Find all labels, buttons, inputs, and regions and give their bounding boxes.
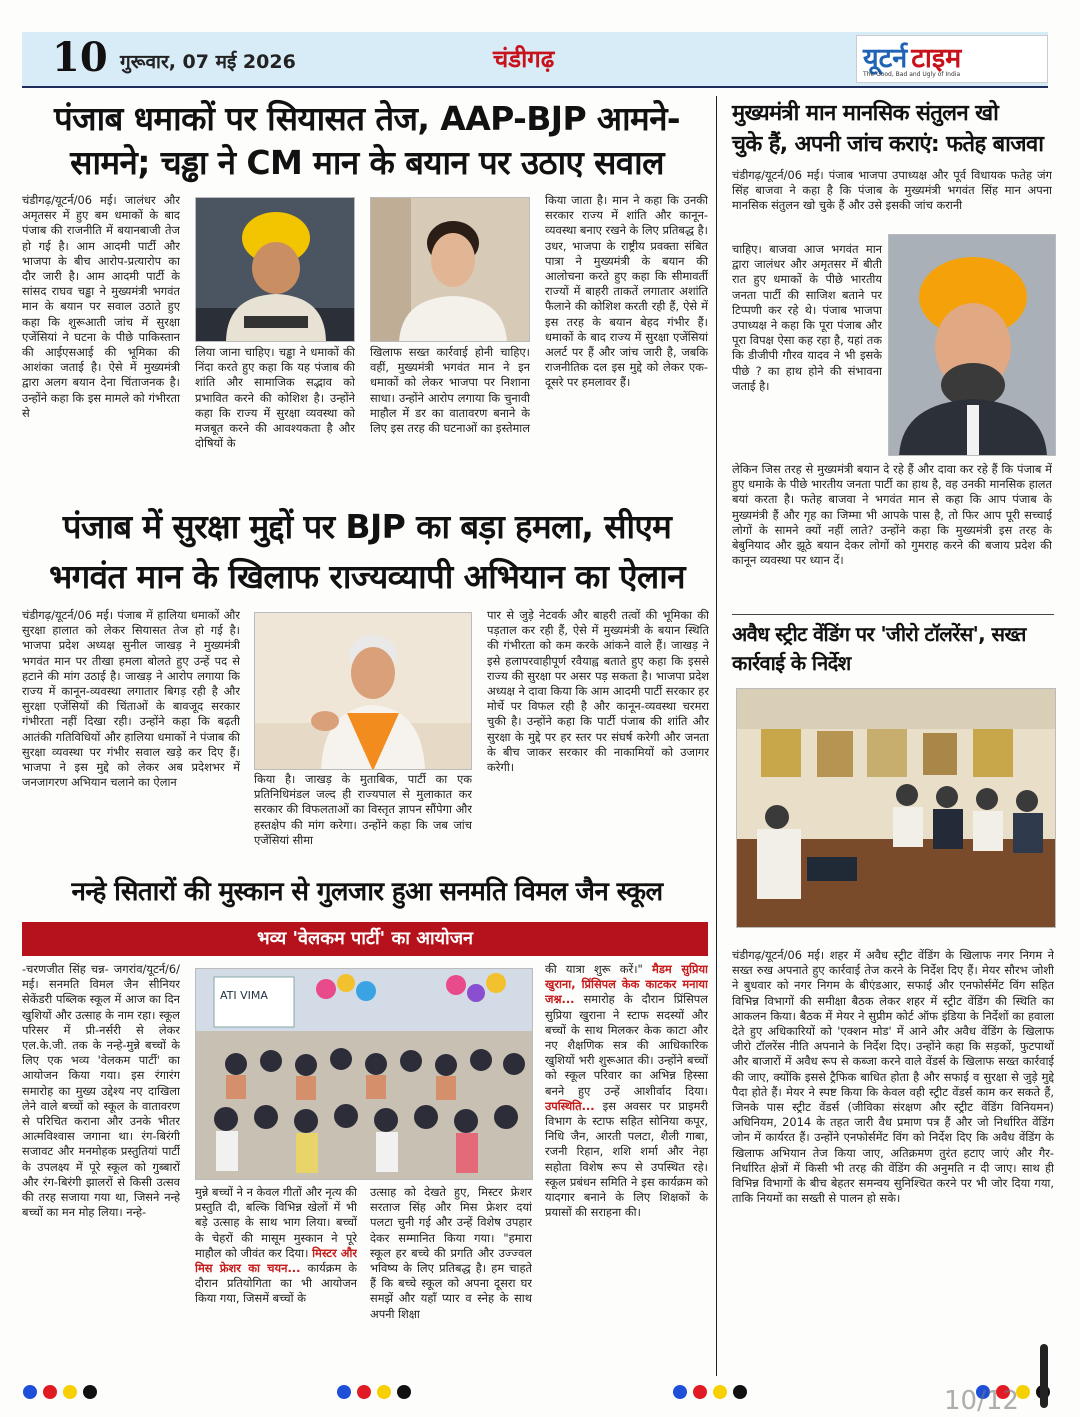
registration-marks-icon: [22, 1384, 112, 1400]
school-welcome-party-photo: [195, 968, 533, 1180]
article3-banner-text: भव्य 'वेलकम पार्टी' का आयोजन: [256, 928, 474, 949]
article5-body: चंडीगढ़/यूटर्न/06 मई। शहर में अवैध स्ट्रीट वेंडिंग के खिलाफ नगर निगम ने सख्त रुख अपनाते हुए कार्रवाई तेज करने के निर्देश दिए हैं। मेयर सौरभ जोशी ने बुधवार को नगर निगम के बीएंडआर, सफाई और एनफोर्समेंट विंग सहित विभिन्न विभागों की समीक्षा बैठक लेकर शहर में स्ट्रीट वेंडिंग की स्थिति का आकलन किया। बैठक में मेयर ने सुप्रीम कोर्ट ऑफ इंडिया के निर्देशों का हवाला देते हुए अधिकारियों को 'एक्शन मोड' में आने और अवैध वेंडिंग के खिलाफ जीरो टॉलरेंस नीति अपनाने के निर्देश दिए। उन्होंने कहा कि सड़कों, फुटपाथों और बाजारों में अवैध रूप से कब्जा करने वाले वेंडर्स के खिलाफ सख्त कार्रवाई की जाए, क्योंकि इससे ट्रैफिक बाधित होता है और सफाई व सुरक्षा से जुड़े मुद्दे पैदा होते हैं। मेयर ने स्पष्ट किया कि केवल वही स्ट्रीट वेंडर्स काम कर सकते हैं, जिनके पास स्ट्रीट वेंडर्स (जीविका संरक्षण और स्ट्रीट वेंडिंग विनियमन) अधिनियम, 2014 के तहत जारी वैध प्रमाण पत्र हैं और जो निर्धारित वेंडिंग जोन में कार्यरत हैं। उन्होंने एनफोर्समेंट विंग को निर्देश दिए कि अवैध वेंडिंग के खिलाफ अभियान तेज किया जाए, अतिक्रमण तुरंत हटाए जाएं और गैर-निर्धारित क्षेत्रों में किसी भी तरह की वेंडिंग की अनुमति न दी जाए। साथ ही विभिन्न विभागों के बीच बेहतर समन्वय सुनिश्चित करने पर भी जोर दिया गया, ताकि नियमों का सख्ती से पालन हो सके।: [732, 948, 1054, 1206]
jakhar-portrait-illustration: [255, 613, 472, 770]
article5-headline-line1: अवैध स्ट्रीट वेंडिंग पर 'जीरो टॉलरेंस', सख्त: [732, 622, 1026, 646]
article2-col1: चंडीगढ़/यूटर्न/06 मई। पंजाब में हालिया धमाकों और सुरक्षा हालात को लेकर सियासत तेज हो गई है। भाजपा प्रदेश अध्यक्ष सुनील जाखड़ ने मुख्यमंत्री भगवंत मान पर तीखा हमला बोलते हुए उन्हें पद से हटाने की मांग उठाई है। जाखड़ ने आरोप लगाया कि राज्य में कानून-व्यवस्था लगातार बिगड़ रही है और सुरक्षा एजेंसियों की चिंताओं के बावजूद सरकार गंभीरता नहीं दिखा रही। उन्होंने कहा कि बढ़ती आतंकी गतिविधियों और हालिया धमाकों ने पंजाब की सुरक्षा व्यवस्था पर गंभीर सवाल खड़े कर दिए हैं। भाजपा ने इस मुद्दे को लेकर अब प्रदेशभर में जनजागरण अभियान चलाने का ऐलान: [22, 608, 240, 790]
registration-marks-center: [336, 1384, 426, 1404]
article2-col3: पार से जुड़े नेटवर्क और बाहरी तत्वों की भूमिका की पड़ताल कर रही हैं, ऐसे में मुख्यमंत्री के बयान स्थिति की गंभीरता को कम करके आंकने वाले हैं। जाखड़ ने इसे हलापरवाहीपूर्ण रवैयाह्व बताते हुए कहा कि इससे राज्य की सुरक्षा पर असर पड़ सकता है। भाजपा प्रदेश अध्यक्ष ने दावा किया कि आम आदमी पार्टी सरकार हर मोर्चे पर विफल रही है और कानून-व्यवस्था चरमरा चुकी है। उन्होंने कहा कि पार्टी पंजाब की शांति और सुरक्षा के मुद्दे पर हर स्तर पर संघर्ष करेगी और जनता के बीच जाकर सरकार की नाकामियों को उजागर करेगी।: [487, 608, 709, 775]
school-group-illustration: [196, 969, 533, 1180]
mann-portrait-illustration: [196, 198, 355, 342]
bhagwant-mann-photo: [195, 197, 355, 342]
article3-col2-text-b: कार्यक्रम के दौरान प्रतियोगिता का भी आयोजन किया गया, जिसमें बच्चों के: [195, 1261, 357, 1306]
page-date: गुरूवार, 07 मई 2026: [120, 51, 296, 73]
registration-marks-left: [22, 1384, 112, 1404]
column-divider: [716, 96, 717, 1376]
article4-wrap-text: चाहिए। बाजवा आज भगवंत मान द्वारा जालंधर और अमृतसर में बीती रात हुए धमाकों के पीछे भारतीय जनता पार्टी की साजिश बताने पर टिप्पणी कर रहे थे। पंजाब भाजपा उपाध्यक्ष ने कहा कि पूरा पंजाब और पूरा विपक्ष ऐसा कह रहा है, यहां तक कि डीजीपी गौरव यादव ने भी इसके पीछे ? का हाथ होने की संभावना जताई है।: [732, 242, 882, 393]
article2-col2: किया है। जाखड़ के मुताबिक, पार्टी का एक प्रतिनिधिमंडल जल्द ही राज्यपाल से मुलाकात कर सरकार की विफलताओं का विस्तृत ज्ञापन सौंपेगा और हस्तक्षेप की मांग करेगा। उन्होंने कहा कि जब जांच एजेंसियां सीमा: [254, 772, 472, 847]
brand-tagline: The Good, Bad and Ugly of India: [863, 71, 961, 78]
article1-headline-line2: सामने; चड्ढा ने CM मान के बयान पर उठाए सवाल: [70, 143, 664, 182]
fateh-bajwa-photo: [888, 234, 1056, 456]
article4-headline: [732, 98, 1052, 160]
article3-subhead-mr-miss-fresher: मिस्टर और मिस फ्रेशर का चयन...: [195, 1245, 357, 1276]
article3-subhead-attendance: उपस्थिति...: [545, 1098, 595, 1113]
article1-col2: लिया जाना चाहिए। चड्ढा ने धमाकों की निंदा करते हुए कहा कि यह पंजाब की शांति और सामाजिक सद्भाव को प्रभावित करने की कोशिश है। उन्होंने कहा कि राज्य में सुरक्षा व्यवस्था को मजबूत करने की आवश्यकता है और दोषियों के: [195, 345, 355, 451]
article3-col4-text-a: की यात्रा शुरू करें।": [545, 962, 643, 976]
chadha-portrait-illustration: [371, 198, 530, 342]
school-sign-text: ATI VIMA: [220, 989, 268, 1002]
page-indicator: 10/12: [944, 1386, 1019, 1416]
brand-name-part1: यूटर्न: [863, 43, 908, 74]
article3-banner: [22, 922, 708, 956]
sunil-jakhar-photo: [254, 612, 472, 770]
article3-col2-text-a: मुन्ने बच्चों ने न केवल गीतों और नृत्य की प्रस्तुति दी, बल्कि विभिन्न खेलों में भी बड़े उत्साह के साथ भाग लिया। बच्चों के चेहरों की मासूम मुस्कान ने पूरे माहौल को जीवंत कर दिया।: [195, 1185, 357, 1260]
article3-col3: उत्साह को देखते हुए, मिस्टर फ्रेशर सरताज सिंह और मिस फ्रेशर दयां पलटा चुनी गई और उन्हें विशेष उपहार देकर सम्मानित किया गया। "हमारा स्कूल हर बच्चे की प्रगति और उज्ज्वल भविष्य के लिए प्रतिबद्ध है। हम चाहते हैं कि बच्चे स्कूल को अपना दूसरा घर समझें और यहाँ प्यार व स्नेह के साथ अपनी शिक्षा: [370, 1185, 532, 1321]
article3-col1: -चरणजीत सिंह चन्न- जगरांव/यूटर्न/6/मई। सनमति विमल जैन सीनियर सेकेंडरी पब्लिक स्कूल में आज का दिन खुशियों और उत्साह के नाम रहा। स्कूल परिसर में प्री-नर्सरी से लेकर एल.के.जी. तक के नन्हे-मुन्ने बच्चों के लिए एक भव्य 'वेलकम पार्टी' का आयोजन किया गया। इस रंगारंग समारोह का मुख्य उद्देश्य नए दाखिला लेने वाले बच्चों को स्कूल के वातावरण से परिचित कराना और उनके भीतर आत्मविश्वास जगाना था। रंग-बिरंगी सजावट और मनमोहक प्रस्तुतियां पार्टी के उपलक्ष्य में पूरे स्कूल को गुब्बारों और रंग-बिरंगी झालरों से किसी उत्सव की तरह सजाया गया था, जिसने नन्हे बच्चों का मन मोह लिया। नन्हे-: [22, 962, 180, 1220]
article3-headline: नन्हे सितारों की मुस्कान से गुलजार हुआ सनमति विमल जैन स्कूल: [71, 877, 663, 907]
bajwa-portrait-illustration: [889, 235, 1056, 456]
article3-col2: [195, 1185, 357, 1372]
article1-headline-line1: पंजाब धमाकों पर सियासत तेज, AAP-BJP आमने-: [53, 99, 681, 138]
article3-subhead-principal: मैडम सुप्रिया खुराना, प्रिंसिपल केक काटकर मनाया जश्न...: [545, 962, 708, 1007]
article2-headline-line1: पंजाब में सुरक्षा मुद्दों पर BJP का बड़ा हमला, सीएम: [62, 507, 672, 546]
brand-logo: [856, 35, 1048, 83]
registration-marks-icon: [336, 1384, 426, 1400]
right-divider: [732, 614, 1054, 615]
raghav-chadha-photo: [370, 197, 530, 342]
registration-marks-right: [672, 1384, 762, 1404]
city-label: चंडीगढ़: [493, 45, 555, 73]
viewer-scrollbar[interactable]: [1040, 1344, 1048, 1408]
article1-col4: किया जाता है। मान ने कहा कि उनकी सरकार राज्य में शांति और कानून-व्यवस्था बनाए रखने के लिए प्रतिबद्ध है। उधर, भाजपा के राष्ट्रीय प्रवक्ता संबित पात्रा ने मुख्यमंत्री के बयान की आलोचना करते हुए कहा कि सीमावर्ती राज्यों में बाहरी ताकतें लगातार अशांति फैलाने की कोशिश करती रही हैं, ऐसे में इस तरह के बयान बेहद गंभीर हैं। धमाकों के बाद राज्य में सुरक्षा एजेंसियां अलर्ट पर हैं और जांच जारी है, जबकि राजनीतिक दल इस मुद्दे को लेकर एक-दूसरे पर हमलावर हैं।: [545, 193, 708, 390]
article3-col4-text-c: इस अवसर पर प्राइमरी विभाग के स्टाफ सहित सोनिया कपूर, निधि जैन, आरती पलटा, शैली गाबा, रजनी रिहान, शशि शर्मा और नेहा सहोता विशेष रूप से उपस्थित रहे। स्कूल प्रबंधन समिति ने इस कार्यक्रम को यादगार बनाने के लिए शिक्षकों के प्रयासों की सराहना की।: [545, 1098, 708, 1220]
article4-headline-line2: चुके हैं, अपनी जांच कराएं: फतेह बाजवा: [732, 132, 1044, 157]
article1-col1: चंडीगढ़/यूटर्न/06 मई। जालंधर और अमृतसर में हुए बम धमाकों के बाद पंजाब की राजनीति में बयानबाजी तेज हो गई है। आम आदमी पार्टी और भाजपा के बीच आरोप-प्रत्यारोप का दौर जारी है। आम आदमी पार्टी के सांसद राघव चड्ढा ने मुख्यमंत्री भगवंत मान के बयान पर सवाल उठाते हुए कहा कि शुरूआती जांच में सुरक्षा एजेंसियां ने घटना के पीछे पाकिस्तान की आईएसआई की भूमिका की आशंका जताई है। ऐसे में मुख्यमंत्री द्वारा अलग बयान देना चिंताजनक है। उन्होंने कहा कि इस मामले को गंभीरता से: [22, 193, 180, 420]
article3-col4: [545, 962, 708, 1372]
registration-marks-icon: [672, 1384, 762, 1400]
meeting-illustration: [737, 689, 1056, 928]
article4-headline-line1: मुख्यमंत्री मान मानसिक संतुलन खो: [732, 101, 999, 126]
article4-intro: चंडीगढ़/यूटर्न/06 मई। पंजाब भाजपा उपाध्यक्ष और पूर्व विधायक फतेह जंग सिंह बाजवा ने कहा है कि पंजाब के मुख्यमंत्री भगवंत सिंह मान अपना मानसिक संतुलन खो चुके हैं और उसे इसकी जांच करानी: [732, 168, 1052, 213]
article4-rest: लेकिन जिस तरह से मुख्यमंत्री बयान दे रहे हैं और दावा कर रहे हैं कि पंजाब में हुए धमाके के पीछे भारतीय जनता पार्टी का हाथ है, वह उनकी मानसिक हालत बयां करता है। फतेह बाजवा ने भगवंत मान से कहा कि आप पंजाब के मुख्यमंत्री हैं और गृह का जिम्मा भी आपके पास है, तो फिर आप पूरी सच्चाई लोगों के सामने क्यों नहीं लाते? उन्होंने कहा कि मुख्यमंत्री इस तरह के बेबुनियाद और झूठे बयान देकर लोगों को गुमराह करने की बजाय प्रदेश की कानून व्यवस्था पर ध्यान दें।: [732, 462, 1052, 568]
article5-headline: [732, 620, 1054, 678]
page-number: 10: [52, 34, 108, 81]
article5-headline-line2: कार्रवाई के निर्देश: [732, 651, 851, 675]
article2-headline-line2: भगवंत मान के खिलाफ राज्यव्यापी अभियान का ऐलान: [49, 557, 685, 596]
brand-name-part2: टाइम: [911, 43, 962, 74]
mayor-meeting-photo: [736, 688, 1056, 928]
article3-col4-text-b: समारोह के दौरान प्रिंसिपल सुप्रिया खुराना ने स्टाफ सदस्यों और बच्चों के साथ मिलकर केक काटा और नए शैक्षणिक सत्र की आधिकारिक खुशियों भरी शुरूआत की। उन्होंने बच्चों को स्कूल परिवार का अभिन्न हिस्सा बनने हुए उन्हें आशीर्वाद दिया।: [545, 992, 708, 1098]
article1-col3: खिलाफ सख्त कार्रवाई होनी चाहिए। वहीं, मुख्यमंत्री भगवंत मान ने इन धमाकों को लेकर भाजपा पर निशाना साधा। उन्होंने आरोप लगाया कि चुनावी माहौल में डर का वातावरण बनाने के लिए इस तरह की घटनाओं का इस्तेमाल: [370, 345, 530, 436]
